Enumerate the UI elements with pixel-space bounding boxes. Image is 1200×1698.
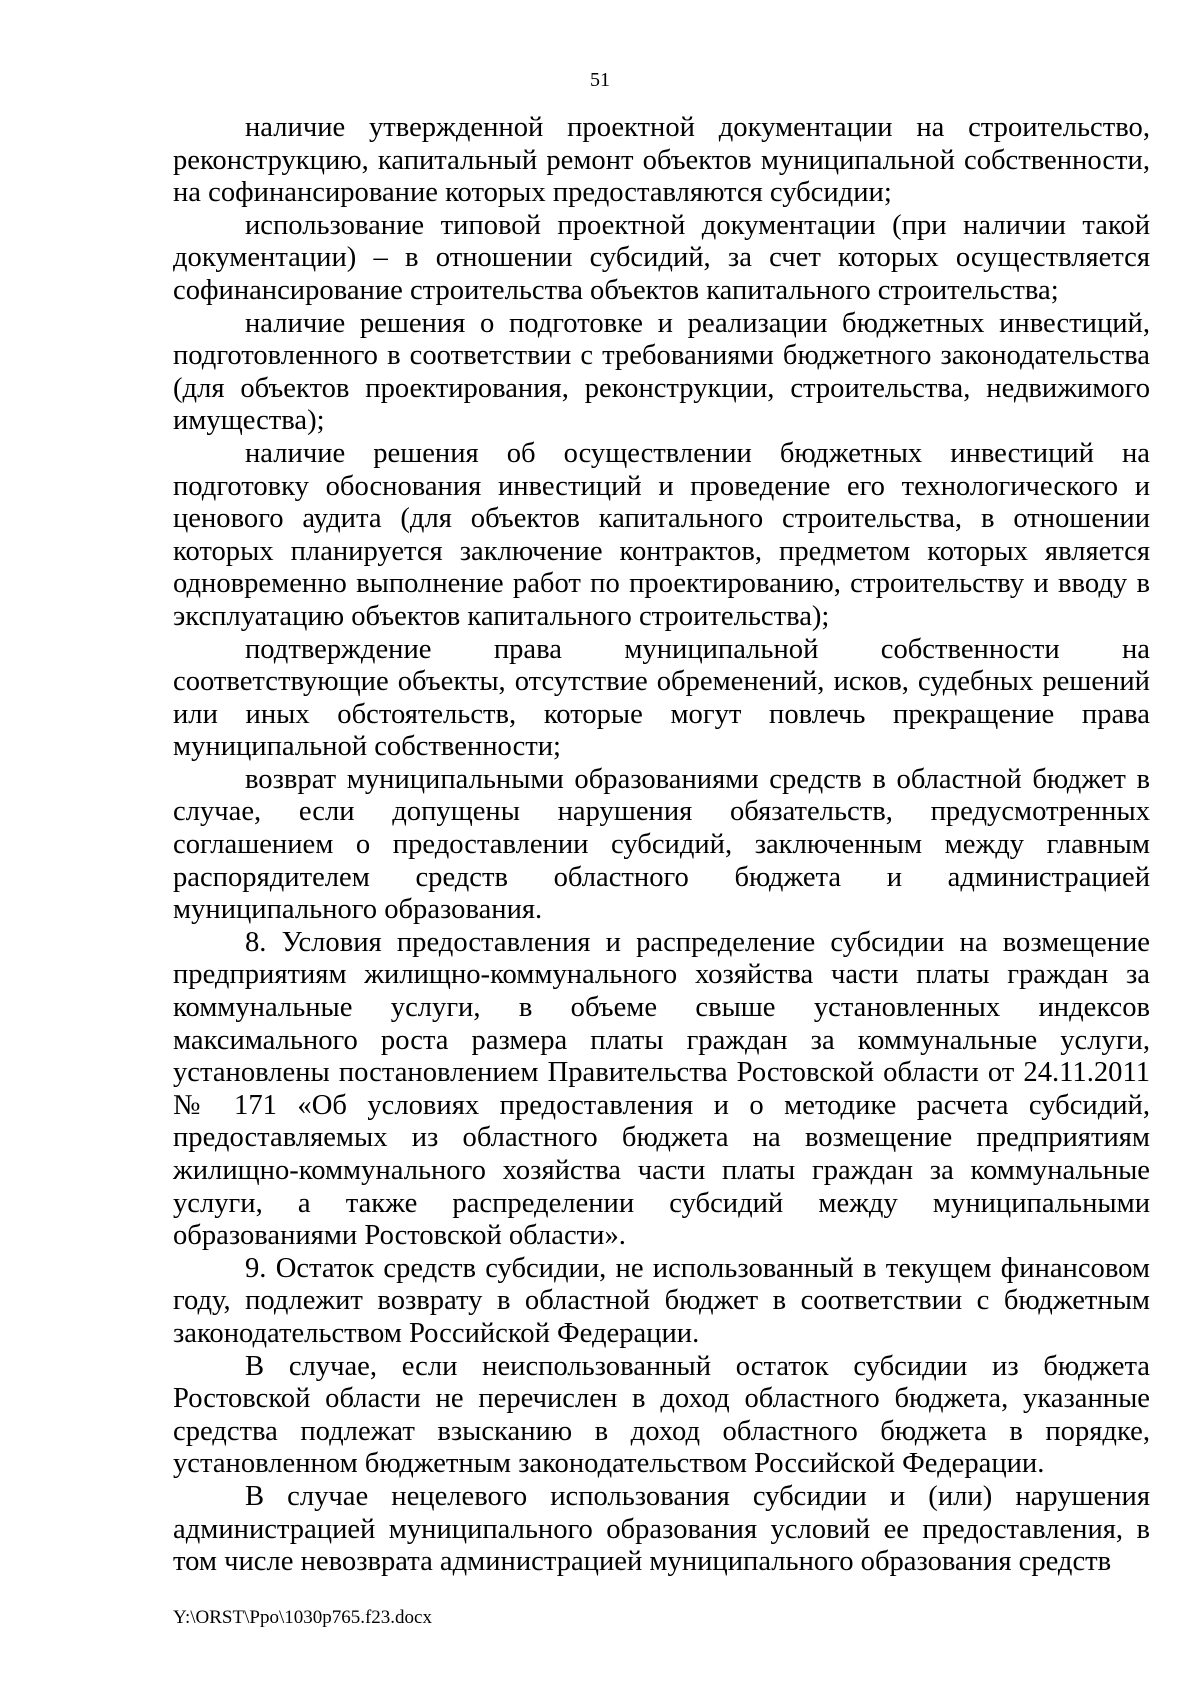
- paragraph-misuse: В случае нецелевого использования субсидии и (или) нарушения администрацией муниципального образования условий ее предоставления, в том числе невозврата администрацией муниципального образования средств: [173, 1480, 1150, 1578]
- paragraph-investment-decision: наличие решения о подготовке и реализации бюджетных инвестиций, подготовленного в соответствии с требованиями бюджетного законодательства (для объектов проектирования, реконструкции, строительства, недвижимого имущества);: [173, 307, 1150, 437]
- paragraph-section-9: 9. Остаток средств субсидии, не использованный в текущем финансовом году, подлежит возврату в областной бюджет в соответствии с бюджетным законодательством Российской Федерации.: [173, 1252, 1150, 1349]
- paragraph-unused-balance: В случае, если неиспользованный остаток субсидии из бюджета Ростовской области не перечислен в доход областного бюджета, указанные средства подлежат взысканию в доход областного бюджета в порядке, установленном бюджетным законодательством Российской Федерации.: [173, 1350, 1150, 1480]
- paragraph-ownership-confirmation: подтверждение права муниципальной собственности на соответствующие объекты, отсутствие обременений, исков, судебных решений или иных обстоятельств, которые могут повлечь прекращение права муниципальной собственности;: [173, 633, 1150, 763]
- paragraph-investment-justification: наличие решения об осуществлении бюджетных инвестиций на подготовку обоснования инвестиций и проведение его технологического и ценового аудита (для объектов капитального строительства, в отношении которых планируется заключение контрактов, предметом которых является одновременно выполнение работ по проектированию, строительству и вводу в эксплуатацию объектов капитального строительства);: [173, 437, 1150, 632]
- paragraph-design-documentation: наличие утвержденной проектной документации на строительство, реконструкцию, капитальный ремонт объектов муниципальной собственности, на софинансирование которых предоставляются субсидии;: [173, 112, 1150, 209]
- page-number: 51: [590, 69, 610, 91]
- paragraph-funds-return: возврат муниципальными образованиями средств в областной бюджет в случае, если допущены нарушения обязательств, предусмотренных соглашением о предоставлении субсидий, заключенным между главным распорядителем средств областного бюджета и администрацией муниципального образования.: [173, 763, 1150, 926]
- footer-file-path: Y:\ORST\Ppo\1030p765.f23.docx: [173, 1607, 432, 1628]
- paragraph-typical-documentation: использование типовой проектной документации (при наличии такой документации) – в отношении субсидий, за счет которых осуществляется софинансирование строительства объектов капитального строительства;: [173, 209, 1150, 306]
- document-body: [173, 112, 1150, 1579]
- paragraph-section-8: 8. Условия предоставления и распределение субсидии на возмещение предприятиям жилищно-коммунального хозяйства части платы граждан за коммунальные услуги, в объеме свыше установленных индексов максимального роста размера платы граждан за коммунальные услуги, установлены постановлением Правительства Ростовской области от 24.11.2011 № 171 «Об условиях предоставления и о методике расчета субсидий, предоставляемых из областного бюджета на возмещение предприятиям жилищно-коммунального хозяйства части платы граждан за коммунальные услуги, а также распределении субсидий между муниципальными образованиями Ростовской области».: [173, 926, 1150, 1252]
